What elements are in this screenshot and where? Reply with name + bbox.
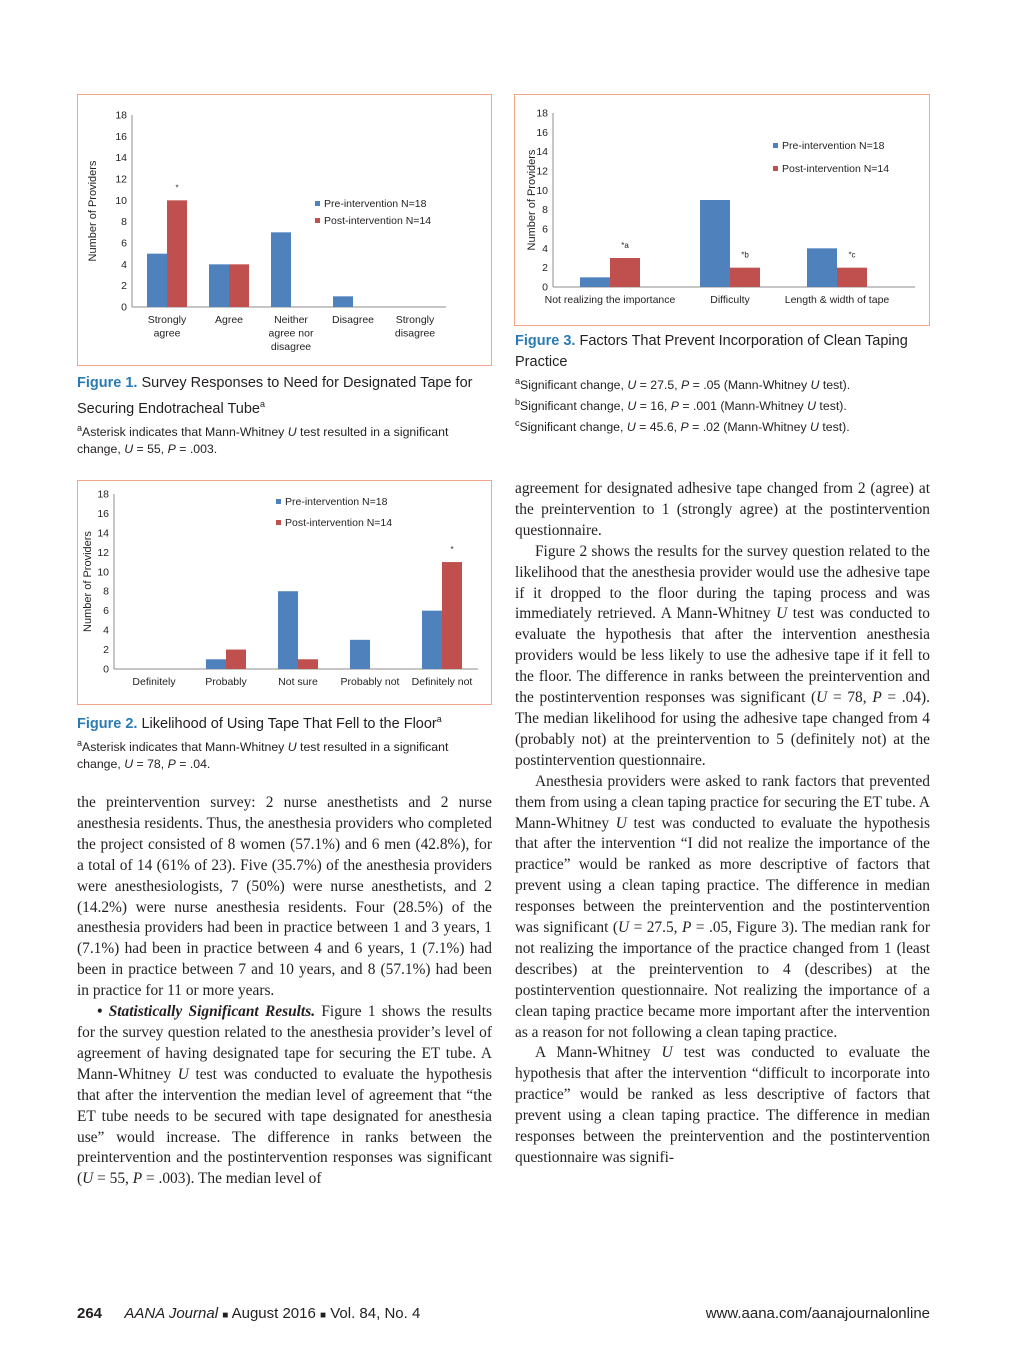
y-tick-label: 8 [542,204,548,217]
post-intervention-bar [229,264,249,307]
footer-separator: ■ [320,1310,327,1321]
right-paragraph-3: Anesthesia providers were asked to rank factors that prevented them from using a clean taping practice for securing the ET tube. A Mann-Whitney U test was conducted to evaluate the hypothesis that after the intervention “I did not realize the importance of the practice” would be ranked as more descriptive of factors that prevent using a clean taping practice. The difference in median responses between the preintervention and the postintervention was significant (U = 27.5, P = .05, Figure 3). The median rank for not realizing the importance of the practice changed from 1 (least describes) at the preintervention to 4 (describes) at the postintervention questionnaire. Not realizing the importance of a clean taping practice became more important after the intervention as a reason for not following a clean taping practice. [515,772,930,1041]
pre-intervention-bar [580,277,610,287]
pre-intervention-bar [206,659,226,669]
x-tick-label: Strongly [147,314,187,326]
post-intervention-bar [298,659,318,669]
legend-label: Post-intervention N=14 [285,517,393,529]
y-tick-label: 0 [542,281,548,294]
left-paragraph-1: the preintervention survey: 2 nurse anesthetists and 2 nurse anesthesia residents. Thus, the anesthesia providers who completed the project consisted of 8 women (57.1%) and 6 men (42.8%), for a total of 14 (61% of 23). Five (35.7%) of the anesthesia providers were anesthesiologists, 7 (50%) were nurse anesthetists, and 2 (14.2%) were nurse anesthesia residents. Four (28.5%) of the anesthesia providers had been in practice between 1 and 3 years, 1 (7.1%) had been in practice between 4 and 6 years, 1 (7.1%) had been in practice between 7 and 10 years, and 8 (57.1%) had been in practice for 11 or more years. [77,794,492,1000]
figure-3-caption [515,331,930,436]
x-tick-label: disagree [270,341,312,353]
figure-1-title: Survey Responses to Need for Designated Tape for Securing Endotracheal Tube [77,375,473,417]
figure-2-title-sup: a [436,714,442,724]
x-tick-label: Not realizing the importance [544,294,676,306]
x-tick-label: Neither [274,314,308,326]
significance-marker: *c [848,250,856,260]
page-number: 264 [77,1305,103,1322]
footer-left [77,1305,420,1322]
y-tick-label: 14 [115,152,127,165]
y-tick-label: 18 [97,488,109,501]
y-tick-label: 8 [121,216,127,229]
pre-intervention-bar [271,232,291,307]
y-axis-label: Number of Providers [526,149,538,251]
legend-label: Pre-intervention N=18 [782,140,885,152]
legend-swatch [276,520,281,525]
y-tick-label: 18 [115,109,127,122]
y-tick-label: 4 [542,242,548,255]
pre-intervention-bar [422,611,442,669]
x-tick-label: Not sure [278,676,318,688]
y-tick-label: 10 [536,184,548,197]
figure-3-chart [515,95,929,325]
y-tick-label: 12 [115,173,127,186]
section-heading: • Statistically Significant Results. [97,1003,316,1021]
figure-3-note-b: $^b$Significant change, U = 16, P = .001 (Mann-Whitney U test). [515,397,847,414]
issue-date: August 2016 [231,1305,316,1322]
figure-3-note-c: $^c$Significant change, U = 45.6, P = .02 (Mann-Whitney U test). [515,418,850,435]
x-tick-label: Strongly [395,314,435,326]
legend-swatch [773,166,778,171]
significance-marker: *a [621,241,629,250]
y-tick-label: 6 [121,237,127,250]
journal-name: AANA Journal [124,1305,219,1322]
pre-intervention-bar [350,640,370,669]
figure-1-box [77,94,492,366]
significance-marker: * [450,545,454,555]
y-tick-label: 14 [97,527,109,540]
legend-label: Pre-intervention N=18 [285,496,388,508]
right-paragraph-2: Figure 2 shows the results for the survey question related to the likelihood that the anesthesia provider would use the adhesive tape if it dropped to the floor during the taping process and was immediately retrieved. A Mann-Whitney U test was conducted to evaluate the hypothesis that after the intervention anesthesia providers would be less likely to use the adhesive tape if it fell to the floor. The difference in ranks between the preintervention and the postintervention responses was significant (U = 78, P = .04). The median likelihood for using the adhesive tape changed from 4 (probably not) at the preintervention to 5 (definitely not) at the postintervention questionnaire. [515,542,930,769]
figure-2-title: Likelihood of Using Tape That Fell to the Floor [141,715,437,732]
y-tick-label: 14 [536,146,548,159]
x-tick-label: Difficulty [710,294,750,306]
post-intervention-bar [837,268,867,287]
pre-intervention-bar [278,591,298,669]
left-paragraph-2: • Statistically Significant Results. Figure 1 shows the results for the survey question related to the anesthesia provider’s level of agreement of having designated tape for securing the ET tube. A Mann-Whitney U test was conducted to evaluate the hypothesis that after the intervention the median level of agreement that “the ET tube needs to be secured with tape designated for anesthesia use” would increase. The difference in ranks between the preintervention and the postintervention responses was significant (U = 55, P = .003). The median level of [77,1003,492,1188]
y-tick-label: 2 [121,280,127,293]
y-tick-label: 4 [121,258,127,271]
pre-intervention-bar [807,248,837,287]
x-tick-label: disagree [394,327,436,340]
y-tick-label: 2 [103,644,109,657]
figure-2-note: $^a$Asterisk indicates that Mann-Whitney U test resulted in a significant change, U = 78, P = .04. [77,737,449,771]
volume: Vol. 84, No. 4 [330,1305,421,1322]
x-tick-label: agree nor [268,327,314,340]
y-tick-label: 10 [97,566,109,579]
y-tick-label: 18 [536,107,548,120]
y-tick-label: 6 [542,223,548,236]
legend-label: Pre-intervention N=18 [324,198,427,210]
x-tick-label: Length & width of tape [784,294,890,306]
y-axis-label: Number of Providers [82,531,94,632]
y-axis-label: Number of Providers [87,160,99,262]
post-intervention-bar [167,200,187,307]
left-column [77,793,492,1190]
figure-1-title-sup: a [260,399,266,409]
legend-label: Post-intervention N=14 [324,215,432,227]
x-tick-label: Probably not [340,676,400,688]
y-tick-label: 16 [536,126,548,139]
y-tick-label: 10 [115,194,127,207]
right-paragraph-1: agreement for designated adhesive tape changed from 2 (agree) at the preintervention to 1 (strongly agree) at the postintervention questionnaire. [515,480,930,539]
pre-intervention-bar [147,254,167,307]
significance-marker: *b [741,250,749,260]
x-tick-label: Agree [214,314,244,326]
figure-2-label: Figure 2. [77,715,138,732]
y-tick-label: 16 [115,130,127,143]
legend-label: Post-intervention N=14 [782,163,890,175]
legend-swatch [276,499,281,504]
y-tick-label: 2 [542,262,548,275]
significance-marker: * [175,183,179,193]
x-tick-label: Disagree [331,314,375,326]
y-tick-label: 12 [536,165,548,178]
y-tick-label: 0 [103,663,109,676]
pre-intervention-bar [700,200,730,287]
figure-2-box [77,480,492,705]
figure-1-note: $^a$Asterisk indicates that Mann-Whitney U test resulted in a significant change, U = 55, P = .003. [77,422,449,456]
pre-intervention-bar [209,264,229,307]
post-intervention-bar [226,650,246,669]
post-intervention-bar [610,258,640,287]
post-intervention-bar [442,562,462,669]
figure-3-label: Figure 3. [515,333,576,349]
y-tick-label: 8 [103,585,109,598]
pre-intervention-bar [333,296,353,307]
figure-1-chart [78,95,491,365]
post-intervention-bar [730,268,760,287]
y-tick-label: 12 [97,546,109,559]
figure-3-note-a: $^a$Significant change, U = 27.5, P = .05 (Mann-Whitney U test). [515,376,851,393]
legend-swatch [773,143,778,148]
y-tick-label: 16 [97,507,109,520]
figure-2-chart [78,481,491,704]
figure-1-caption [77,373,492,458]
x-tick-label: Definitely [132,676,176,688]
legend-swatch [315,218,320,223]
figure-3-box [514,94,930,326]
x-tick-label: Definitely not [411,676,473,688]
x-tick-label: agree [153,327,181,340]
y-tick-label: 6 [103,605,109,618]
journal-url[interactable]: www.aana.com/aanajournalonline [705,1305,930,1322]
right-column [515,479,930,1169]
figure-1-label: Figure 1. [77,375,138,391]
figure-3-title: Factors That Prevent Incorporation of Clean Taping Practice [515,333,908,370]
figure-2-caption [77,709,492,773]
y-tick-label: 4 [103,624,109,637]
x-tick-label: Probably [205,676,247,688]
right-paragraph-4: A Mann-Whitney U test was conducted to evaluate the hypothesis that after the intervention “difficult to incorporate into practice” would be ranked as less descriptive of factors that prevent using a clean taping practice. The difference in median responses between the preintervention and the postintervention questionnaire was signifi- [515,1044,930,1166]
legend-swatch [315,201,320,206]
footer-separator: ■ [222,1310,229,1321]
y-tick-label: 0 [121,301,127,314]
